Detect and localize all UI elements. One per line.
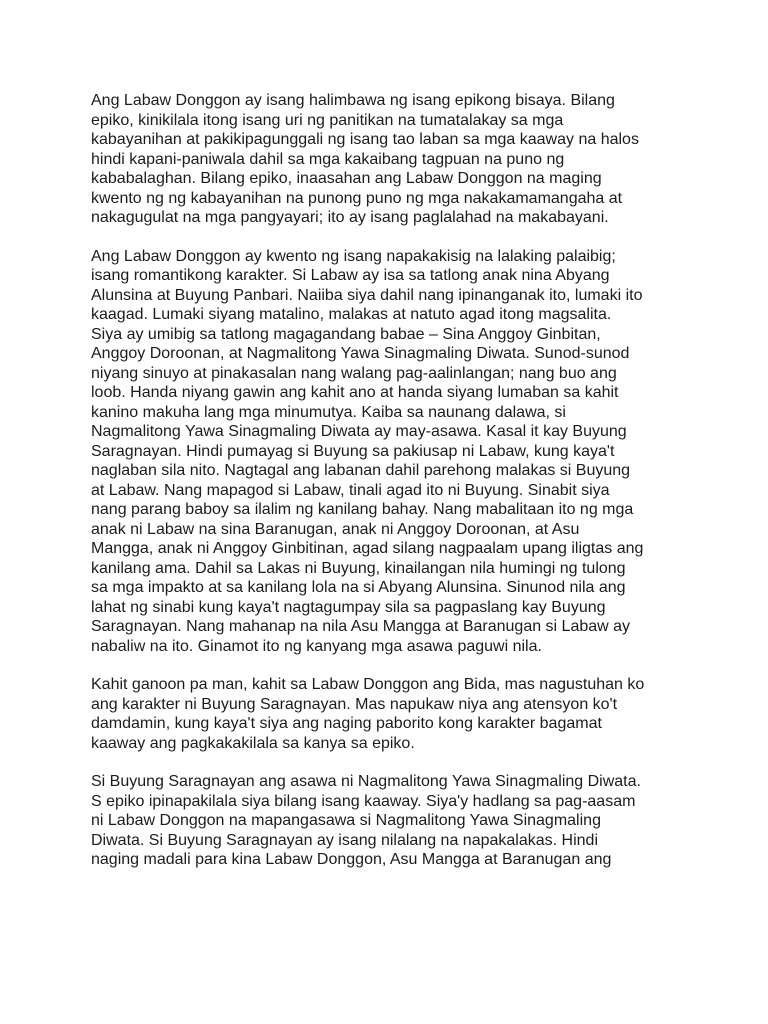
text-line: nabaliw na ito. Ginamot ito ng kanyang mga asawa paguwi nila. <box>91 637 542 655</box>
text-line: damdamin, kung kaya't siya ang naging paborito kong karakter bagamat <box>91 715 602 732</box>
text-line: Ang Labaw Donggon ay isang halimbawa ng isang epikong bisaya. Bilang <box>91 92 615 109</box>
text-line: kababalaghan. Bilang epiko, inaasahan ang Labaw Donggon na maging <box>91 170 602 187</box>
text-line: nakagugulat na mga pangyayari; ito ay isang paglalahad na makabayani. <box>91 209 609 226</box>
text-line: kanilang ama. Dahil sa Lakas ni Buyung, kinailangan nila humingi ng tulong <box>91 559 626 577</box>
text-line: at Labaw. Nang mapagod si Labaw, tinali agad ito ni Buyung. Sinabit siya <box>91 481 610 499</box>
text-line: Saragnayan. Hindi pumayag si Buyung sa pakiusap ni Labaw, kung kaya't <box>91 442 615 460</box>
text-line: anak ni Labaw na sina Baranugan, anak ni Anggoy Doroonan, at Asu <box>91 520 580 538</box>
text-line: lahat ng sinabi kung kaya't nagtagumpay sila sa pagpaslang kay Buyung <box>91 598 606 616</box>
paragraph-opinion <box>91 675 691 753</box>
paragraph-summary <box>91 247 691 657</box>
text-line: ang karakter ni Buyung Saragnayan. Mas napukaw niya ang atensyon ko't <box>91 695 618 713</box>
text-line: Ang Labaw Donggon ay kwento ng isang napakakisig na lalaking palaibig; <box>91 247 616 265</box>
text-line: naging madali para kina Labaw Donggon, Asu Mangga at Baranugan ang <box>91 851 612 868</box>
text-line: epiko, kinikilala itong isang uri ng panitikan na tumatalakay sa mga <box>91 111 564 129</box>
text-line: Anggoy Doroonan, at Nagmalitong Yawa Sinagmaling Diwata. Sunod-sunod <box>91 345 630 362</box>
text-line: S epiko ipinapakilala siya bilang isang kaaway. Siya'y hadlang sa pag-aasam <box>91 792 636 810</box>
document-body <box>91 91 691 889</box>
text-line: kabayanihan at pakikipagunggali ng isang tao laban sa mga kaaway na halos <box>91 131 639 148</box>
text-line: ni Labaw Donggon na mapangasawa si Nagmalitong Yawa Sinagmaling <box>91 812 601 829</box>
text-line: nang parang baboy sa ilalim ng kanilang bahay. Nang mabalitaan ito ng mga <box>91 501 634 518</box>
text-line: kwento ng ng kabayanihan na punong puno ng mga nakakamamangaha at <box>91 189 623 207</box>
text-line: isang romantikong karakter. Si Labaw ay isa sa tatlong anak nina Abyang <box>91 267 610 284</box>
text-line: Siya ay umibig sa tatlong magagandang babae – Sina Anggoy Ginbitan, <box>91 325 601 343</box>
text-line: niyang sinuyo at pinakasalan nang walang pag-aalinlangan; nang buo ang <box>91 364 617 382</box>
text-line: Mangga, anak ni Anggoy Ginbitinan, agad silang nagpaalam upang iligtas ang <box>91 540 644 557</box>
text-line: naglaban sila nito. Nagtagal ang labanan dahil parehong malakas si Buyung <box>91 462 631 479</box>
text-line: kaagad. Lumaki siyang matalino, malakas at natuto agad itong magsalita. <box>91 306 612 323</box>
text-line: Diwata. Si Buyung Saragnayan ay isang nilalang na napakalakas. Hindi <box>91 831 598 849</box>
text-line: sa mga impakto at sa kanilang lola na si Abyang Alunsina. Sinunod nila ang <box>91 579 626 596</box>
text-line: kaaway ang pagkakakilala sa kanya sa epiko. <box>91 734 415 752</box>
text-line: Saragnayan. Nang mahanap na nila Asu Mangga at Baranugan si Labaw ay <box>91 618 631 635</box>
paragraph-character <box>91 772 691 870</box>
text-line: Kahit ganoon pa man, kahit sa Labaw Donggon ang Bida, mas nagustuhan ko <box>91 676 645 693</box>
text-line: Alunsina at Buyung Panbari. Naiiba siya dahil nang ipinanganak ito, lumaki ito <box>91 286 643 304</box>
paragraph-introduction <box>91 91 691 228</box>
text-line: hindi kapani-paniwala dahil sa mga kakaibang tagpuan na puno ng <box>91 150 565 168</box>
text-line: Nagmalitong Yawa Sinagmaling Diwata ay may-asawa. Kasal it kay Buyung <box>91 423 627 440</box>
text-line: Si Buyung Saragnayan ang asawa ni Nagmalitong Yawa Sinagmaling Diwata. <box>91 773 641 790</box>
text-line: kanino makuha lang mga minumutya. Kaiba sa naunang dalawa, si <box>91 403 566 421</box>
text-line: loob. Handa niyang gawin ang kahit ano at handa siyang lumaban sa kahit <box>91 384 619 401</box>
